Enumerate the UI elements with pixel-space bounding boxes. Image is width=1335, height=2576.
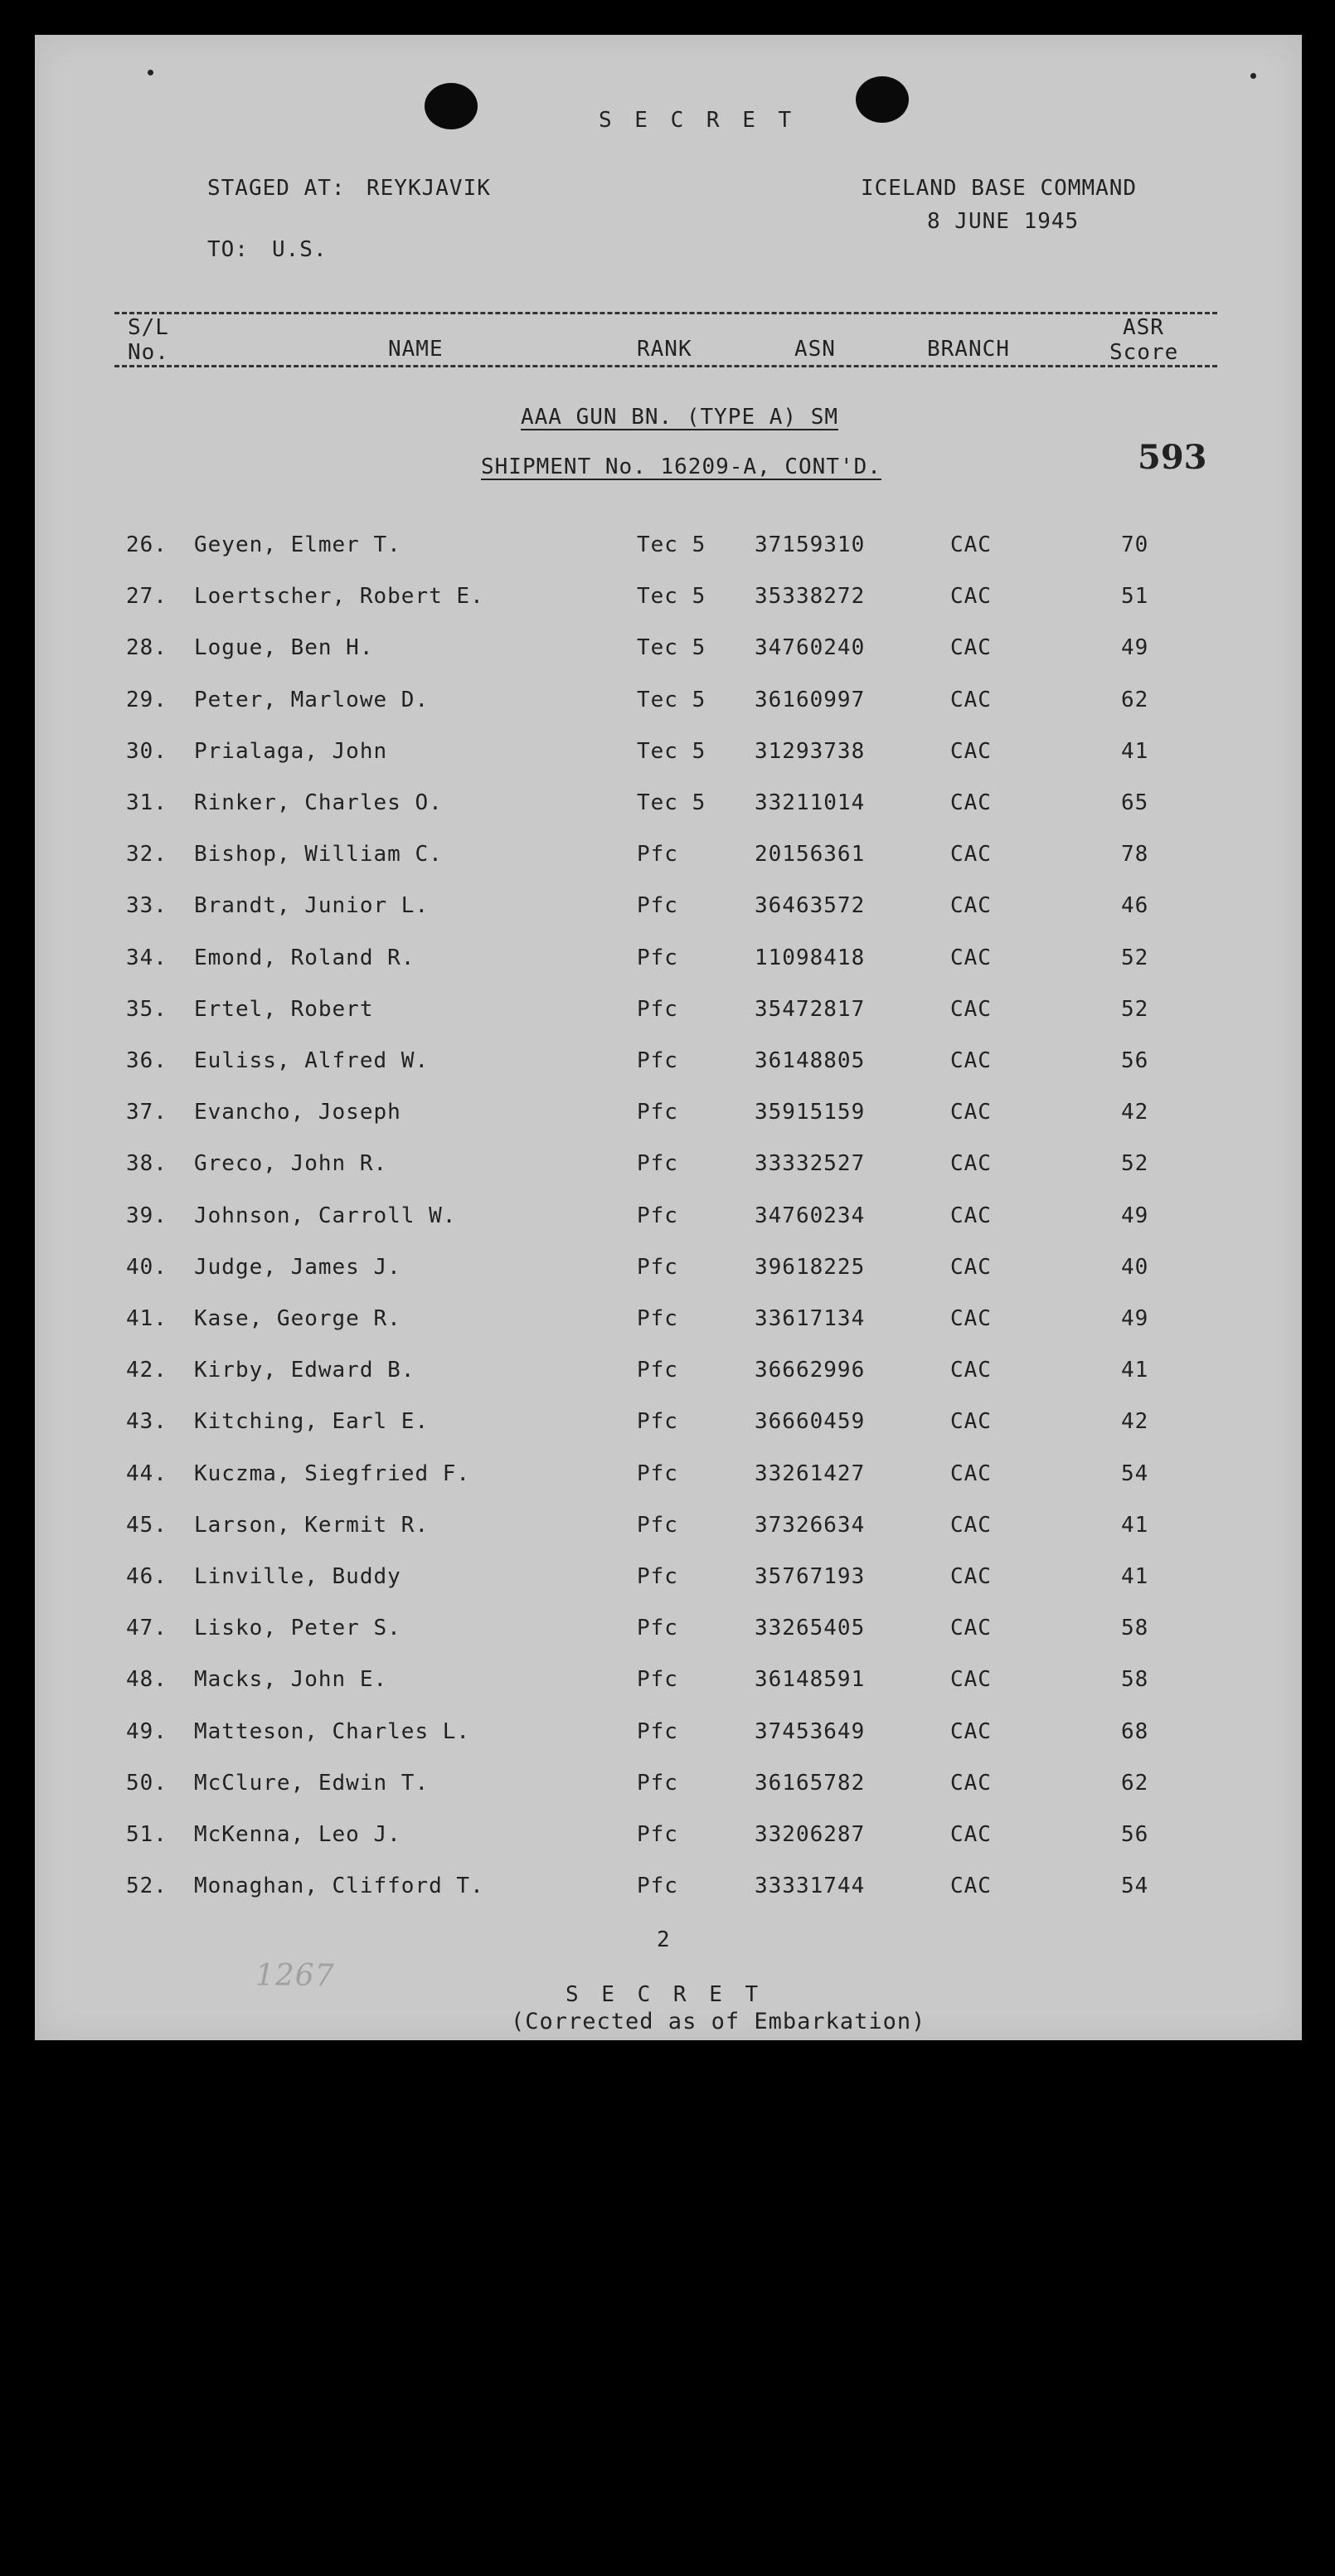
table-row [35, 1874, 1302, 1907]
row-branch: CAC [950, 584, 992, 610]
handwritten-note: 1267 [255, 1959, 335, 1993]
row-score: 65 [1121, 790, 1149, 815]
row-score: 41 [1121, 1512, 1149, 1538]
row-asn: 36660459 [755, 1409, 866, 1435]
row-name: Loertscher, Robert E. [194, 584, 484, 610]
table-row [35, 739, 1302, 772]
header-rule-top [114, 312, 1217, 314]
row-asn: 37453649 [755, 1718, 866, 1744]
row-asn: 34760240 [755, 635, 866, 661]
table-row [35, 1203, 1302, 1237]
row-rank: Tec 5 [637, 738, 706, 764]
classification-top: S E C R E T [599, 108, 797, 133]
table-row [35, 842, 1302, 875]
row-score: 52 [1121, 996, 1149, 1022]
row-score: 78 [1121, 842, 1149, 868]
table-row [35, 584, 1302, 617]
row-number: 42. [126, 1358, 167, 1383]
row-number: 35. [126, 996, 167, 1022]
row-branch: CAC [950, 1409, 992, 1435]
row-name: Macks, John E. [194, 1667, 388, 1693]
footer-note: (Corrected as of Embarkation) [511, 2009, 926, 2034]
staged-at-label: STAGED AT: [207, 176, 346, 201]
table-row [35, 1461, 1302, 1495]
table-row [35, 790, 1302, 824]
row-branch: CAC [950, 842, 992, 868]
stamp-number: 593 [1138, 438, 1207, 477]
row-score: 42 [1121, 1409, 1149, 1435]
row-rank: Pfc [637, 1100, 678, 1125]
row-number: 41. [126, 1306, 167, 1331]
row-rank: Pfc [637, 1409, 678, 1435]
row-number: 26. [126, 532, 167, 557]
table-row [35, 1771, 1302, 1804]
row-score: 49 [1121, 1306, 1149, 1331]
row-asn: 35767193 [755, 1564, 866, 1589]
row-score: 58 [1121, 1667, 1149, 1693]
row-name: Judge, James J. [194, 1254, 401, 1280]
row-branch: CAC [950, 1306, 992, 1331]
row-name: Kase, George R. [194, 1306, 401, 1331]
table-row [35, 1667, 1302, 1700]
document-page [35, 35, 1302, 2040]
row-branch: CAC [950, 1254, 992, 1280]
row-number: 40. [126, 1254, 167, 1280]
to-value: U.S. [272, 237, 328, 262]
row-score: 52 [1121, 945, 1149, 970]
row-number: 52. [126, 1874, 167, 1899]
table-row [35, 893, 1302, 926]
row-name: Brandt, Junior L. [194, 893, 430, 919]
row-score: 54 [1121, 1461, 1149, 1486]
row-number: 49. [126, 1718, 167, 1744]
col-asn: ASN [794, 337, 836, 362]
row-number: 29. [126, 687, 167, 712]
row-score: 51 [1121, 584, 1149, 610]
row-number: 50. [126, 1770, 167, 1796]
col-sl-line1: S/L [128, 315, 169, 340]
table-row [35, 1255, 1302, 1288]
row-rank: Pfc [637, 1461, 678, 1486]
row-number: 30. [126, 738, 167, 764]
row-number: 28. [126, 635, 167, 661]
row-score: 40 [1121, 1254, 1149, 1280]
row-number: 46. [126, 1564, 167, 1589]
row-asn: 36148591 [755, 1667, 866, 1693]
row-rank: Pfc [637, 1151, 678, 1177]
row-branch: CAC [950, 738, 992, 764]
row-score: 52 [1121, 1151, 1149, 1177]
row-asn: 39618225 [755, 1254, 866, 1280]
row-rank: Pfc [637, 1048, 678, 1073]
row-asn: 33265405 [755, 1616, 866, 1641]
row-score: 62 [1121, 687, 1149, 712]
row-branch: CAC [950, 532, 992, 557]
row-rank: Pfc [637, 1564, 678, 1589]
row-rank: Pfc [637, 1718, 678, 1744]
col-asr-line2: Score [1109, 340, 1179, 365]
row-rank: Pfc [637, 842, 678, 868]
row-asn: 35472817 [755, 996, 866, 1022]
table-row [35, 997, 1302, 1030]
row-score: 42 [1121, 1100, 1149, 1125]
row-asn: 36165782 [755, 1770, 866, 1796]
row-rank: Tec 5 [637, 532, 706, 557]
shipment-title: SHIPMENT No. 16209-A, CONT'D. [481, 454, 881, 479]
row-rank: Tec 5 [637, 584, 706, 610]
row-name: Bishop, William C. [194, 842, 443, 868]
col-branch: BRANCH [927, 337, 1010, 362]
table-row [35, 1409, 1302, 1442]
command-name: ICELAND BASE COMMAND [861, 176, 1138, 201]
row-rank: Tec 5 [637, 635, 706, 661]
row-asn: 37326634 [755, 1512, 866, 1538]
row-branch: CAC [950, 635, 992, 661]
row-asn: 33331744 [755, 1874, 866, 1899]
row-asn: 35338272 [755, 584, 866, 610]
table-row [35, 1358, 1302, 1391]
table-row [35, 1306, 1302, 1339]
row-rank: Pfc [637, 1306, 678, 1331]
row-number: 39. [126, 1203, 167, 1228]
row-asn: 20156361 [755, 842, 866, 868]
row-asn: 36662996 [755, 1358, 866, 1383]
page-number: 2 [657, 1927, 671, 1952]
row-score: 56 [1121, 1822, 1149, 1847]
row-asn: 36160997 [755, 687, 866, 712]
row-branch: CAC [950, 1874, 992, 1899]
row-branch: CAC [950, 945, 992, 970]
row-number: 37. [126, 1100, 167, 1125]
row-number: 33. [126, 893, 167, 919]
table-row [35, 1513, 1302, 1546]
row-name: Prialaga, John [194, 738, 388, 764]
row-number: 31. [126, 790, 167, 815]
row-name: Emond, Roland R. [194, 945, 415, 970]
row-score: 56 [1121, 1048, 1149, 1073]
row-branch: CAC [950, 1100, 992, 1125]
table-row [35, 1616, 1302, 1649]
col-name: NAME [388, 337, 444, 362]
row-asn: 33332527 [755, 1151, 866, 1177]
row-asn: 33211014 [755, 790, 866, 815]
row-branch: CAC [950, 1203, 992, 1228]
row-score: 41 [1121, 1564, 1149, 1589]
table-row [35, 688, 1302, 721]
row-number: 43. [126, 1409, 167, 1435]
table-row [35, 1564, 1302, 1597]
row-branch: CAC [950, 1667, 992, 1693]
row-asn: 33261427 [755, 1461, 866, 1486]
row-name: Evancho, Joseph [194, 1100, 401, 1125]
row-name: Kirby, Edward B. [194, 1358, 415, 1383]
table-row [35, 945, 1302, 979]
row-number: 32. [126, 842, 167, 868]
row-name: Logue, Ben H. [194, 635, 374, 661]
row-branch: CAC [950, 1822, 992, 1847]
row-name: Euliss, Alfred W. [194, 1048, 430, 1073]
row-rank: Pfc [637, 1667, 678, 1693]
row-branch: CAC [950, 1461, 992, 1486]
table-row [35, 1822, 1302, 1855]
row-asn: 35915159 [755, 1100, 866, 1125]
classification-bottom: S E C R E T [566, 1982, 764, 2007]
row-score: 41 [1121, 738, 1149, 764]
row-name: Kitching, Earl E. [194, 1409, 430, 1435]
row-number: 47. [126, 1616, 167, 1641]
row-rank: Tec 5 [637, 687, 706, 712]
row-name: Johnson, Carroll W. [194, 1203, 457, 1228]
row-score: 46 [1121, 893, 1149, 919]
col-rank: RANK [637, 337, 692, 362]
row-rank: Pfc [637, 996, 678, 1022]
table-row [35, 1100, 1302, 1133]
row-name: McKenna, Leo J. [194, 1822, 401, 1847]
row-score: 49 [1121, 635, 1149, 661]
row-name: Ertel, Robert [194, 996, 374, 1022]
row-number: 45. [126, 1512, 167, 1538]
row-branch: CAC [950, 1770, 992, 1796]
row-number: 38. [126, 1151, 167, 1177]
row-rank: Pfc [637, 1616, 678, 1641]
header-rule-bottom [114, 365, 1217, 367]
row-number: 48. [126, 1667, 167, 1693]
row-name: Peter, Marlowe D. [194, 687, 430, 712]
row-asn: 11098418 [755, 945, 866, 970]
document-date: 8 JUNE 1945 [927, 209, 1080, 234]
row-name: Geyen, Elmer T. [194, 532, 401, 557]
row-branch: CAC [950, 1358, 992, 1383]
row-name: Lisko, Peter S. [194, 1616, 401, 1641]
row-number: 34. [126, 945, 167, 970]
row-number: 44. [126, 1461, 167, 1486]
row-asn: 31293738 [755, 738, 866, 764]
unit-title: AAA GUN BN. (TYPE A) SM [521, 405, 839, 430]
row-rank: Pfc [637, 1203, 678, 1228]
row-name: Rinker, Charles O. [194, 790, 443, 815]
row-rank: Pfc [637, 1822, 678, 1847]
row-rank: Pfc [637, 1770, 678, 1796]
row-score: 49 [1121, 1203, 1149, 1228]
row-number: 27. [126, 584, 167, 610]
row-asn: 34760234 [755, 1203, 866, 1228]
table-row [35, 1151, 1302, 1184]
col-asr-line1: ASR [1123, 315, 1164, 340]
row-asn: 37159310 [755, 532, 866, 557]
row-name: Kuczma, Siegfried F. [194, 1461, 471, 1486]
to-label: TO: [207, 237, 249, 262]
row-name: McClure, Edwin T. [194, 1770, 430, 1796]
table-row [35, 1719, 1302, 1752]
punch-hole-right [856, 76, 909, 123]
speck-right [1250, 73, 1256, 79]
row-rank: Pfc [637, 893, 678, 919]
row-score: 58 [1121, 1616, 1149, 1641]
row-branch: CAC [950, 1718, 992, 1744]
row-score: 54 [1121, 1874, 1149, 1899]
row-branch: CAC [950, 893, 992, 919]
table-row [35, 532, 1302, 566]
row-name: Monaghan, Clifford T. [194, 1874, 484, 1899]
row-score: 41 [1121, 1358, 1149, 1383]
row-asn: 33206287 [755, 1822, 866, 1847]
row-name: Greco, John R. [194, 1151, 388, 1177]
row-asn: 33617134 [755, 1306, 866, 1331]
table-row [35, 1048, 1302, 1081]
row-number: 36. [126, 1048, 167, 1073]
row-branch: CAC [950, 1151, 992, 1177]
col-sl-line2: No. [128, 340, 169, 365]
row-rank: Pfc [637, 1874, 678, 1899]
row-branch: CAC [950, 1616, 992, 1641]
row-branch: CAC [950, 687, 992, 712]
row-name: Larson, Kermit R. [194, 1512, 430, 1538]
row-rank: Tec 5 [637, 790, 706, 815]
row-branch: CAC [950, 1512, 992, 1538]
row-score: 70 [1121, 532, 1149, 557]
row-asn: 36463572 [755, 893, 866, 919]
row-name: Linville, Buddy [194, 1564, 401, 1589]
row-rank: Pfc [637, 1358, 678, 1383]
row-name: Matteson, Charles L. [194, 1718, 471, 1744]
table-row [35, 635, 1302, 668]
row-rank: Pfc [637, 945, 678, 970]
row-number: 51. [126, 1822, 167, 1847]
row-branch: CAC [950, 790, 992, 815]
staged-at-value: REYKJAVIK [367, 176, 491, 201]
row-rank: Pfc [637, 1512, 678, 1538]
row-branch: CAC [950, 1564, 992, 1589]
row-branch: CAC [950, 996, 992, 1022]
row-score: 62 [1121, 1770, 1149, 1796]
row-branch: CAC [950, 1048, 992, 1073]
row-score: 68 [1121, 1718, 1149, 1744]
row-asn: 36148805 [755, 1048, 866, 1073]
speck-left [148, 70, 153, 75]
punch-hole-left [425, 83, 478, 129]
row-rank: Pfc [637, 1254, 678, 1280]
